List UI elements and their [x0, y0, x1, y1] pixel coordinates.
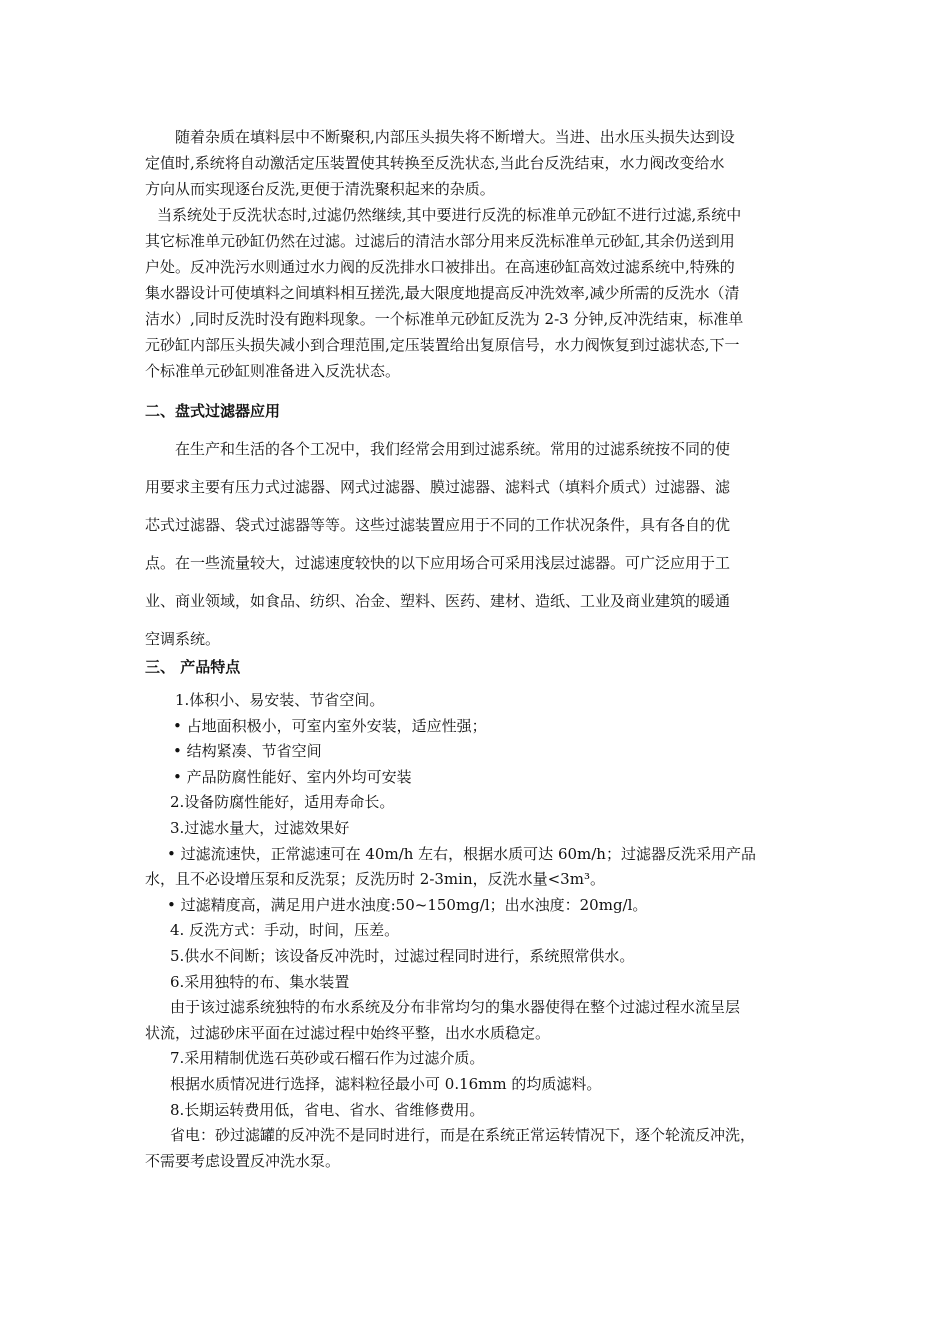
section-heading-features: 三、 产品特点 — [145, 658, 241, 676]
feature-item: 7.采用精制优选石英砂或石榴石作为过滤介质。 — [170, 1049, 485, 1068]
text-line: 方向从而实现逐台反洗,更便于清洗聚积起来的杂质。 — [145, 180, 495, 198]
text-line: 集水器设计可使填料之间填料相互搓洗,最大限度地提高反冲洗效率,减少所需的反洗水（清 — [145, 284, 740, 302]
text-line: 由于该过滤系统独特的布水系统及分布非常均匀的集水器使得在整个过滤过程水流呈层 — [170, 998, 741, 1017]
bullet-item: • 产品防腐性能好、室内外均可安装 — [173, 767, 412, 786]
text-line: 定值时,系统将自动激活定压装置使其转换至反洗状态,当此台反洗结束，水力阀改变给水 — [145, 154, 725, 172]
text-line: 业、商业领域，如食品、纺织、冶金、塑料、医药、建材、造纸、工业及商业建筑的暖通 — [145, 592, 731, 610]
bullet-item: • 结构紧凑、节省空间 — [173, 742, 322, 761]
feature-list — [145, 688, 825, 1174]
section2-paragraph — [145, 430, 811, 658]
text-line: 水，且不必设增压泵和反洗泵；反洗历时 2-3min，反洗水量<3m³。 — [145, 870, 605, 889]
section-heading-applications: 二、盘式过滤器应用 — [145, 402, 281, 420]
text-line: 根据水质情况进行选择，滤料粒径最小可 0.16mm 的均质滤料。 — [170, 1074, 602, 1093]
text-line: 用要求主要有压力式过滤器、网式过滤器、膜过滤器、滤料式（填料介质式）过滤器、滤 — [145, 478, 731, 496]
feature-item: 2.设备防腐性能好，适用寿命长。 — [170, 793, 395, 812]
text-line: 其它标准单元砂缸仍然在过滤。过滤后的清洁水部分用来反洗标准单元砂缸,其余仍送到用 — [145, 232, 735, 250]
bullet-item: • 过滤流速快，正常滤速可在 40m/h 左右，根据水质可达 60m/h；过滤器反洗采用产品 — [167, 844, 756, 863]
feature-item: 5.供水不间断；该设备反冲洗时，过滤过程同时进行，系统照常供水。 — [170, 946, 635, 965]
feature-item: 3.过滤水量大，过滤效果好 — [170, 818, 350, 837]
feature-item: 6.采用独特的布、集水装置 — [170, 972, 350, 991]
text-line: 状流，过滤砂床平面在过滤过程中始终平整，出水水质稳定。 — [145, 1023, 551, 1042]
feature-item: 1.体积小、易安装、节省空间。 — [175, 691, 385, 709]
feature-item: 4. 反洗方式：手动，时间，压差。 — [170, 921, 400, 940]
text-line: 户处。反冲洗污水则通过水力阀的反洗排水口被排出。在高速砂缸高效过滤系统中,特殊的 — [145, 258, 735, 276]
intro-paragraph-2 — [145, 202, 811, 384]
text-line: 洁水）,同时反洗时没有跑料现象。一个标准单元砂缸反洗为 2-3 分钟,反冲洗结束，标准单 — [145, 310, 744, 328]
text-line: 在生产和生活的各个工况中，我们经常会用到过滤系统。常用的过滤系统按不同的使 — [175, 440, 731, 458]
bullet-item: • 过滤精度高，满足用户进水浊度:50~150mg/l；出水浊度：20mg/l。 — [167, 895, 648, 914]
bullet-item: • 占地面积极小，可室内室外安装，适应性强； — [173, 716, 487, 735]
text-line: 空调系统。 — [145, 630, 221, 648]
text-line: 当系统处于反洗状态时,过滤仍然继续,其中要进行反洗的标准单元砂缸不进行过滤,系统中 — [157, 206, 742, 224]
intro-paragraph-1 — [145, 124, 811, 202]
text-line: 元砂缸内部压头损失减小到合理范围,定压装置给出复原信号，水力阀恢复到过滤状态,下一 — [145, 336, 740, 354]
text-line: 省电：砂过滤罐的反冲洗不是同时进行，而是在系统正常运转情况下，逐个轮流反冲洗， — [170, 1126, 756, 1145]
text-line: 点。在一些流量较大，过滤速度较快的以下应用场合可采用浅层过滤器。可广泛应用于工 — [145, 554, 731, 572]
feature-item: 8.长期运转费用低，省电、省水、省维修费用。 — [170, 1100, 485, 1119]
text-line: 随着杂质在填料层中不断聚积,内部压头损失将不断增大。当进、出水压头损失达到设 — [175, 128, 735, 146]
text-line: 芯式过滤器、袋式过滤器等等。这些过滤装置应用于不同的工作状况条件，具有各自的优 — [145, 516, 731, 534]
text-line: 个标准单元砂缸则准备进入反洗状态。 — [145, 362, 401, 380]
text-line: 不需要考虑设置反冲洗水泵。 — [145, 1151, 341, 1170]
